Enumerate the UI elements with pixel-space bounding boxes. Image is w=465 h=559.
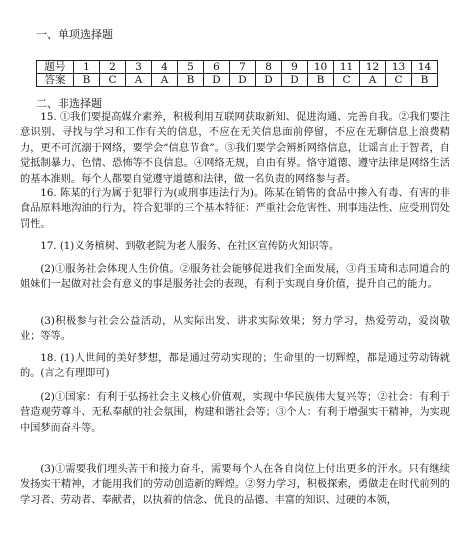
- answer-paragraph-16: 16. 陈某的行为属于犯罪行为(或刑事违法行为)。陈某在销售的食品中掺入有毒、有害的非食品原料地沟油的行为，符合犯罪的三个基本特征：严重社会危害性、刑事违法性、应受刑罚处罚性。: [20, 188, 450, 230]
- answer-cell: D: [256, 74, 282, 87]
- question-number: 9: [282, 61, 308, 74]
- answer-cell: D: [282, 74, 308, 87]
- section-heading-single-choice: 一、单项选择题: [36, 28, 113, 41]
- question-number: 4: [152, 61, 178, 74]
- answer-cell: D: [230, 74, 256, 87]
- answer-cell: C: [386, 74, 412, 87]
- answer-cell: C: [100, 74, 126, 87]
- answer-table: [36, 60, 438, 87]
- answer-cell: B: [308, 74, 334, 87]
- question-number: 13: [386, 61, 412, 74]
- question-number-row: [37, 61, 438, 74]
- row-label: 题号: [37, 61, 74, 74]
- section-heading-non-choice: 二、非选择题: [36, 97, 102, 110]
- question-number: 6: [204, 61, 230, 74]
- question-number: 7: [230, 61, 256, 74]
- row-label: 答案: [37, 74, 74, 87]
- answer-paragraph-18-2: (2)①国家：有利于弘扬社会主义核心价值观，实现中华民族伟大复兴等；②社会：有利于营造观劳尊斗、无私奉献的社会氛围，构建和谐社会等；③个人：有利于增强实干精神，为实现中国梦而奋斗等。: [20, 392, 450, 434]
- question-number: 14: [412, 61, 438, 74]
- answer-cell: A: [126, 74, 152, 87]
- answer-paragraph-15: 15. ①我们要提高媒介素养，积极利用互联网获取新知、促进沟通、完善自我。②我们要注意识别、寻找与学习和工作有关的信息，不应在无关信息面前停留，不应在无聊信息上浪费精力，更不可沉溺于网络，要学会“信息节食”。③我们要学会辨析网络信息，让谣言止于智者，自觉抵制暴力、色情、恐怖等不良信息。④网络无规，自由有界。恪守道德、遵守法律是网络生活的基本准则。每个人都要自觉遵守道德和法律，做一名负责的网络参与者。: [20, 112, 450, 185]
- answer-cell: A: [360, 74, 386, 87]
- answer-paragraph-18-1: 18. (1)人世间的美好梦想，都是通过劳动实现的；生命里的一切辉煌，都是通过劳动铸就的。(言之有理即可): [20, 353, 450, 380]
- question-number: 2: [100, 61, 126, 74]
- answer-paragraph-17-2: (2)①服务社会体现人生价值。②服务社会能够促进我们全面发展，③肖玉琦和志同道合的姐妹们一起做对社会有意义的事是服务社会的表现，有利于实现自身价值，提升自己的能力。: [20, 264, 450, 291]
- question-number: 10: [308, 61, 334, 74]
- answer-paragraph-17-1: 17. (1)义务植树、到敬老院为老人服务、在社区宣传防火知识等。: [40, 241, 340, 252]
- question-number: 1: [74, 61, 100, 74]
- answer-cell: B: [74, 74, 100, 87]
- answer-cell: D: [204, 74, 230, 87]
- answer-cell: A: [152, 74, 178, 87]
- question-number: 12: [360, 61, 386, 74]
- question-number: 5: [178, 61, 204, 74]
- answer-cell: C: [334, 74, 360, 87]
- question-number: 11: [334, 61, 360, 74]
- answer-paragraph-17-3: (3)积极参与社会公益活动，从实际出发、讲求实际效果；努力学习，热爱劳动，爱岗敬业；等等。: [20, 316, 450, 343]
- answer-row: [37, 74, 438, 87]
- question-number: 8: [256, 61, 282, 74]
- question-number: 3: [126, 61, 152, 74]
- answer-cell: B: [178, 74, 204, 87]
- answer-cell: B: [412, 74, 438, 87]
- answer-paragraph-18-3: (3)①需要我们埋头苦干和接力奋斗，需要每个人在各自岗位上付出更多的汗水。只有继续发扬实干精神，才能用我们的劳动创造新的辉煌。②努力学习，积极探索，勇做走在时代前列的学习者、劳动者、奉献者，以执着的信念、优良的品德、丰富的知识、过硬的本领，: [20, 464, 450, 506]
